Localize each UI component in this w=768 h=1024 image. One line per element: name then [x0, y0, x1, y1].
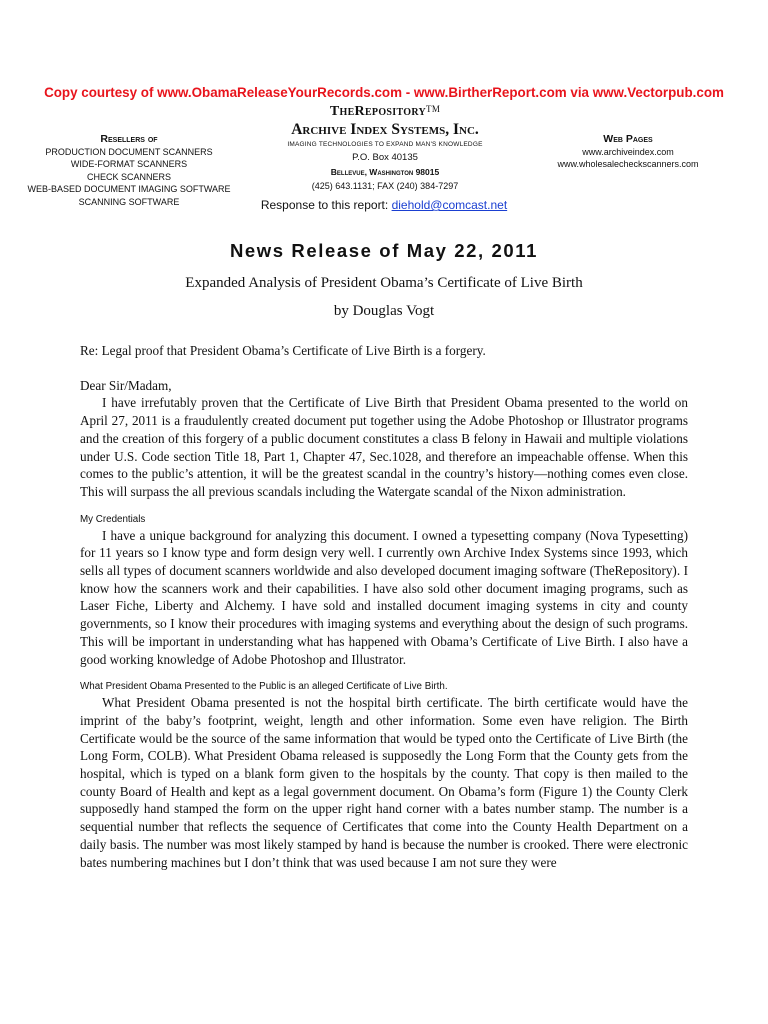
resellers-block — [0, 133, 258, 209]
web-pages-heading: Web Pages — [603, 133, 653, 145]
section-heading-credentials: My Credentials — [80, 513, 146, 525]
reseller-item: WEB-BASED DOCUMENT IMAGING SOFTWARE — [27, 184, 231, 195]
release-byline: by Douglas Vogt — [333, 303, 435, 319]
paragraph: I have a unique background for analyzing this document. I owned a typesetting company (Nova Typesetting) for 11 years so I know type and form design very well. I currently own Archive Index Systems since 1993, which sells all types of document scanners worldwide and also developed document imaging software (TheRepository). I know how the scanners work and their capabilities. I have also sold other document imaging programs, such as Laser Fiche, Liberty and Alchemy. I have sold and installed document imaging systems in city and county governments, so I know their procedures with imaging systems and everything about the design of such programs. This will be important in understanding what has happened with Obama’s Certificate of Live Birth. I also have a good working knowledge of Adobe Photoshop and Illustrator. — [80, 527, 688, 667]
reseller-item: WIDE-FORMAT SCANNERS — [70, 159, 188, 170]
response-label: Response to this report: — [260, 198, 389, 212]
letter-body — [80, 342, 688, 871]
web-page-link[interactable]: www.archiveindex.com — [582, 146, 674, 157]
phone-fax: (425) 643.1131; FAX (240) 384-7297 — [311, 181, 459, 191]
courtesy-notice: Copy courtesy of www.ObamaReleaseYourRecords.com - www.BirtherReport.com via www.Vectorpub.com — [44, 85, 724, 100]
trademark-mark: TM — [426, 104, 441, 114]
repository-name — [240, 104, 530, 120]
reseller-item: CHECK SCANNERS — [86, 171, 171, 182]
paragraph: What President Obama presented is not the hospital birth certificate. The birth certificate would have the imprint of the baby’s footprint, weight, length and other information. Some even have religion. The Birth Certificate would be the source of the same information that would be typed onto the Certificate of Live Birth (the Long Form, COLB). What President Obama released is supposedly the Long Form that the County gets from the hospital, which is typed on a blank form given to the hospitals by the county. That copy is then mailed to the county Board of Health and kept as a legal government document. On Obama’s form (Figure 1) the County Clerk supposedly hand stamped the form on the upper right hand corner with a bates number stamp. The number is a sequential number that reflects the sequence of Certificates that come into the County Health Department on a daily basis. The number was most likely stamped by hand is because the number is crooked. There were electronic bates numbering machines but I don’t think that was used because I am not sure they were — [80, 695, 688, 870]
salutation: Dear Sir/Madam, — [80, 377, 172, 393]
city-address: Bellevue, Washington 98015 — [330, 167, 440, 177]
paragraph: I have irrefutably proven that the Certificate of Live Birth that President Obama presented to the world on April 27, 2011 is a fraudulently created document put together using the Adobe Photoshop or Illustrator programs and the creation of this forgery of a public document constitutes a class B felony in Hawaii and multiple violations under U.S. Code section Title 18, Part 1, Chapter 47, Sec.1028, and therefore an impeachable offense. When this comes to the public’s attention, it will be the greatest scandal in the country’s history—nothing comes even close. This will surpass the all previous scandals including the Watergate scandal of the Nixon administration. — [80, 395, 688, 499]
reseller-item: SCANNING SOFTWARE — [78, 196, 180, 207]
section-heading-certificate: What President Obama Presented to the Public is an alleged Certificate of Live Birth. — [80, 681, 448, 693]
reseller-item: PRODUCTION DOCUMENT SCANNERS — [45, 146, 213, 157]
company-letterhead — [240, 104, 530, 191]
company-name: Archive Index Systems, Inc. — [291, 121, 479, 138]
po-box: P.O. Box 40135 — [352, 152, 418, 163]
repository-label: TheRepository — [329, 104, 427, 119]
resellers-heading: Resellers of — [100, 133, 158, 145]
response-email-link[interactable]: diehold@comcast.net — [391, 198, 508, 212]
release-title: News Release of May 22, 2011 — [229, 240, 539, 261]
web-page-link[interactable]: www.wholesalecheckscanners.com — [557, 159, 699, 170]
web-pages-block — [543, 133, 713, 171]
subject-line: Re: Legal proof that President Obama’s Certificate of Live Birth is a forgery. — [80, 343, 486, 358]
release-subtitle: Expanded Analysis of President Obama’s Certificate of Live Birth — [185, 275, 583, 291]
company-tagline: IMAGING TECHNOLOGIES TO EXPAND MAN'S KNOWLEDGE — [287, 141, 483, 148]
